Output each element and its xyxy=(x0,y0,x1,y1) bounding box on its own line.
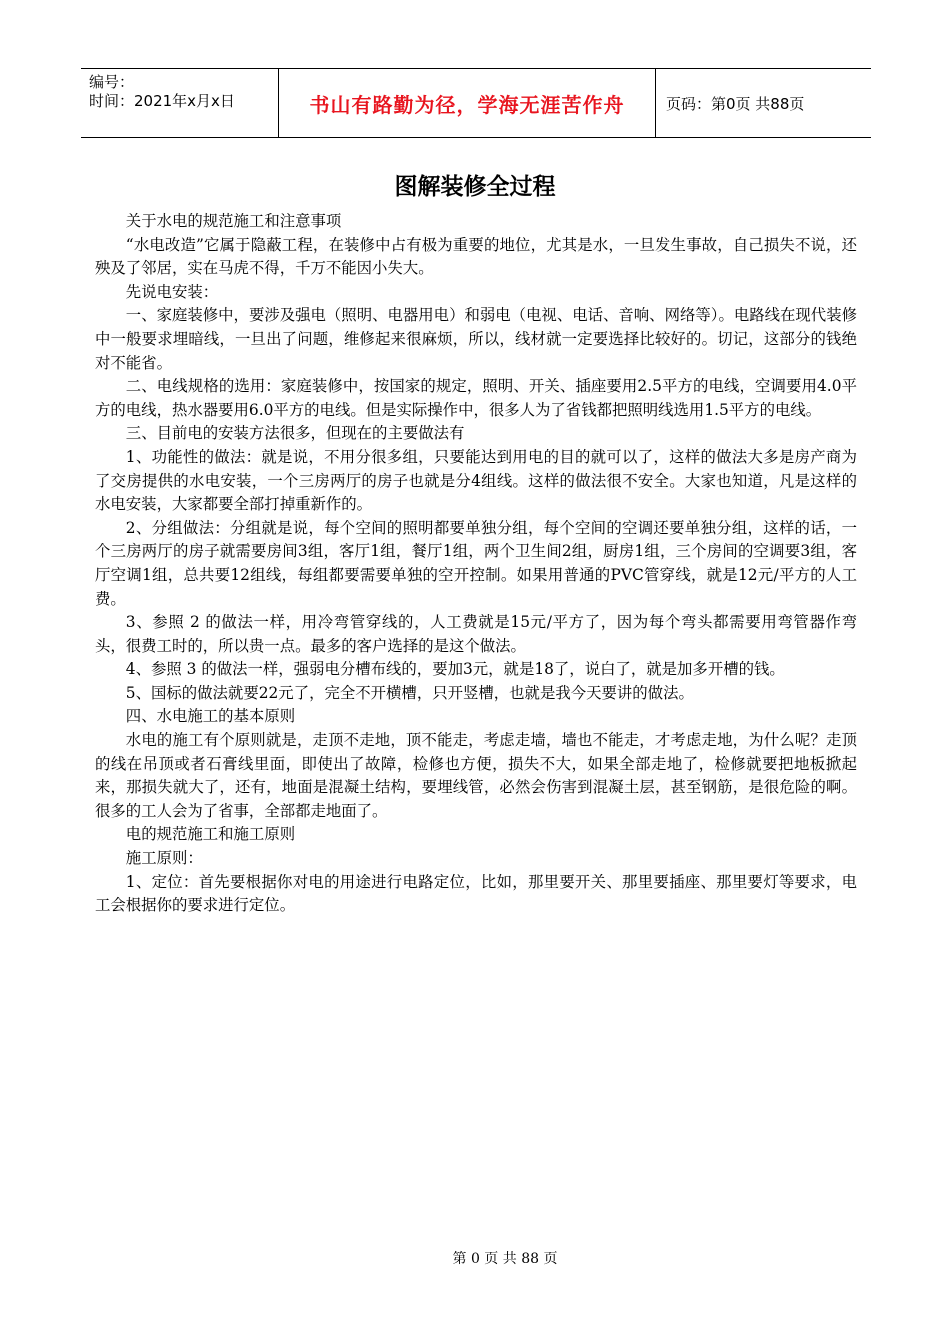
header-meta xyxy=(81,69,279,137)
paragraph: 1、定位：首先要根据你对电的用途进行电路定位，比如，那里要开关、那里要插座、那里要灯等要求，电工会根据你的要求进行定位。 xyxy=(95,872,857,915)
paragraph: 先说电安装： xyxy=(125,282,219,301)
paragraph: 施工原则： xyxy=(125,849,203,868)
number-label: 编号： xyxy=(89,73,135,91)
header-table xyxy=(81,68,871,138)
page-footer: 第 0 页 共 88 页 xyxy=(452,1251,558,1267)
paragraph: 一、家庭装修中，要涉及强电（照明、电器用电）和弱电（电视、电话、音响、网络等）。电路线在现代装修中一般要求埋暗线，一旦出了问题，维修起来很麻烦，所以，线材就一定要选择比较好的。切记，这部分的钱绝对不能省。 xyxy=(95,306,857,372)
paragraph: 2、分组做法：分组就是说，每个空间的照明都要单独分组，每个空间的空调还要单独分组，这样的话，一个三房两厅的房子就需要房间3组，客厅1组，餐厅1组，两个卫生间2组，厨房1组，三个房间的空调要3组，客厅空调1组，总共要12组线，每组都要需要单独的空开控制。如果用普通的PVC管穿线，就是12元/平方的人工费。 xyxy=(95,518,857,608)
paragraph: 电的规范施工和施工原则 xyxy=(125,825,296,844)
paragraph: 1、功能性的做法：就是说，不用分很多组，只要能达到用电的目的就可以了，这样的做法大多是房产商为了交房提供的水电安装，一个三房两厅的房子也就是分4组线。这样的做法很不安全。大家也知道，凡是这样的水电安装，大家都要全部打掉重新作的。 xyxy=(95,447,857,514)
time-label: 时间：2021年x月x日 xyxy=(89,92,235,110)
paragraph: 四、水电施工的基本原则 xyxy=(125,707,296,726)
paragraph: “水电改造”它属于隐蔽工程，在装修中占有极为重要的地位，尤其是水，一旦发生事故，自己损失不说，还殃及了邻居，实在马虎不得，千万不能因小失大。 xyxy=(95,235,857,278)
document-body xyxy=(95,210,857,918)
header-motto: 书山有路勤为径，学海无涯苦作舟 xyxy=(279,69,656,137)
paragraph: 水电的施工有个原则就是，走顶不走地，顶不能走，考虑走墙，墙也不能走，才考虑走地，为什么呢？走顶的线在吊顶或者石膏线里面，即使出了故障，检修也方便，损失不大，如果全部走地了，检修就要把地板掀起来，那损失就大了，还有，地面是混凝土结构，要埋线管，必然会伤害到混凝土层，甚至钢筋，是很危险的啊。很多的工人会为了省事，全部都走地面了。 xyxy=(95,731,857,820)
header-page-info: 页码：第0页 共88页 xyxy=(666,94,805,113)
paragraph: 5、国标的做法就要22元了，完全不开横槽，只开竖槽，也就是我今天要讲的做法。 xyxy=(125,683,694,702)
paragraph: 三、目前电的安装方法很多，但现在的主要做法有 xyxy=(125,424,465,443)
paragraph: 4、参照 3 的做法一样，强弱电分槽布线的，要加3元，就是18了，说白了，就是加多开槽的钱。 xyxy=(125,660,785,679)
paragraph: 3、参照 2 的做法一样，用冷弯管穿线的，人工费就是15元/平方了，因为每个弯头都需要用弯管器作弯头，很费工时的，所以贵一点。最多的客户选择的是这个做法。 xyxy=(95,613,857,655)
paragraph: 二、电线规格的选用：家庭装修中，按国家的规定，照明、开关、插座要用2.5平方的电线，空调要用4.0平方的电线，热水器要用6.0平方的电线。但是实际操作中，很多人为了省钱都把照明线选用1.5平方的电线。 xyxy=(95,377,857,419)
document-title: 图解装修全过程 xyxy=(394,174,556,200)
paragraph: 关于水电的规范施工和注意事项 xyxy=(125,212,342,230)
